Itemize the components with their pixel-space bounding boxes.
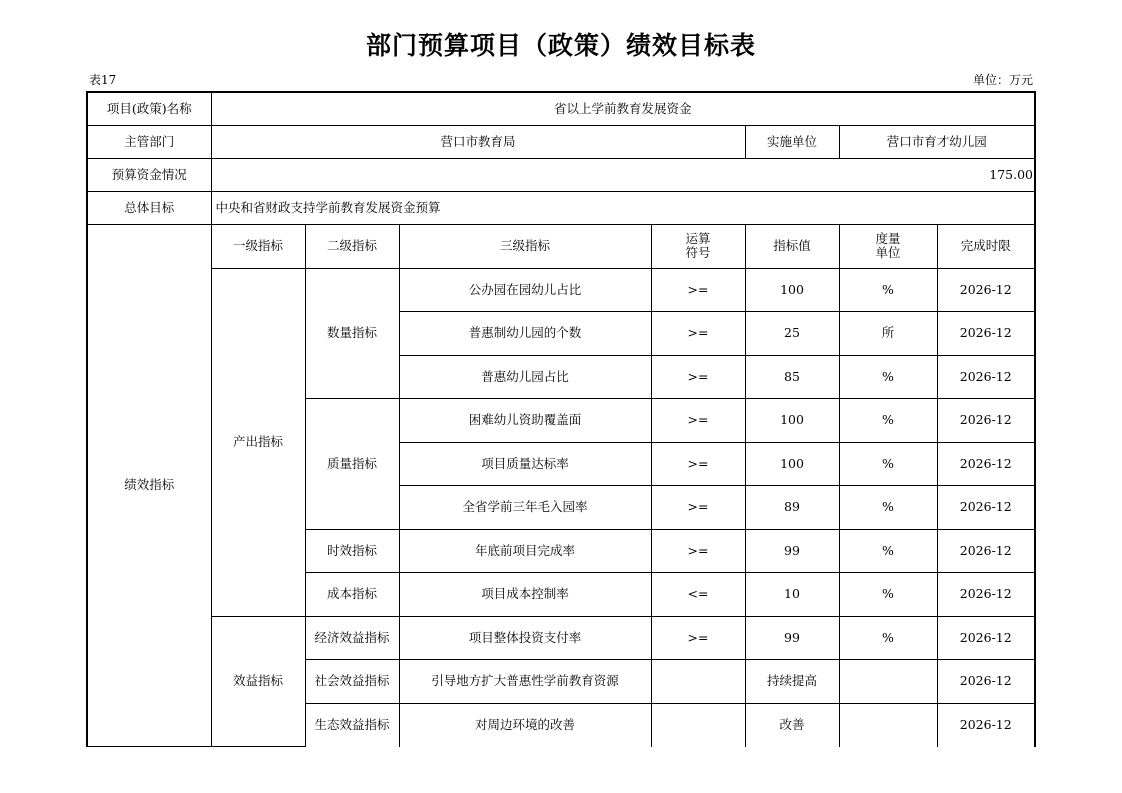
page-title: 部门预算项目（政策）绩效目标表 bbox=[365, 31, 756, 60]
indicator-unit: % bbox=[839, 486, 937, 530]
indicator-name: 普惠制幼儿园的个数 bbox=[399, 312, 651, 356]
indicator-deadline: 2026-12 bbox=[937, 703, 1035, 747]
indicator-unit: 所 bbox=[839, 312, 937, 356]
indicator-name: 对周边环境的改善 bbox=[399, 703, 651, 747]
dept-value: 营口市教育局 bbox=[211, 125, 745, 158]
perf-label: 绩效指标 bbox=[87, 224, 211, 747]
indicator-deadline: 2026-12 bbox=[937, 573, 1035, 617]
impl-label: 实施单位 bbox=[745, 125, 839, 158]
group-output: 产出指标 bbox=[211, 268, 305, 616]
group-quantity: 数量指标 bbox=[305, 268, 399, 399]
row-budget bbox=[87, 158, 1035, 191]
indicator-deadline: 2026-12 bbox=[937, 399, 1035, 443]
indicator-operator: >= bbox=[651, 442, 745, 486]
row-project-name bbox=[87, 92, 1035, 125]
goal-label: 总体目标 bbox=[87, 191, 211, 224]
indicator-unit: % bbox=[839, 529, 937, 573]
group-cost: 成本指标 bbox=[305, 573, 399, 617]
indicator-operator: >= bbox=[651, 486, 745, 530]
header-level1: 一级指标 bbox=[211, 224, 305, 268]
budget-value: 175.00 bbox=[211, 158, 1035, 191]
group-social: 社会效益指标 bbox=[305, 660, 399, 704]
table-row bbox=[87, 268, 1035, 312]
indicator-name: 引导地方扩大普惠性学前教育资源 bbox=[399, 660, 651, 704]
indicator-unit: % bbox=[839, 442, 937, 486]
header-unit bbox=[839, 224, 937, 268]
header-operator-line2: 符号 bbox=[685, 245, 711, 260]
indicator-value: 25 bbox=[745, 312, 839, 356]
indicator-unit: % bbox=[839, 573, 937, 617]
indicator-name: 项目整体投资支付率 bbox=[399, 616, 651, 660]
indicator-value: 99 bbox=[745, 616, 839, 660]
indicator-value: 10 bbox=[745, 573, 839, 617]
indicator-unit: % bbox=[839, 355, 937, 399]
group-benefit: 效益指标 bbox=[211, 616, 305, 747]
indicator-value: 99 bbox=[745, 529, 839, 573]
indicator-operator: >= bbox=[651, 268, 745, 312]
indicator-operator: >= bbox=[651, 355, 745, 399]
row-department bbox=[87, 125, 1035, 158]
impl-value: 营口市育才幼儿园 bbox=[839, 125, 1035, 158]
indicator-name: 年底前项目完成率 bbox=[399, 529, 651, 573]
indicator-operator bbox=[651, 703, 745, 747]
indicator-value: 持续提高 bbox=[745, 660, 839, 704]
indicator-unit bbox=[839, 660, 937, 704]
indicator-name: 项目成本控制率 bbox=[399, 573, 651, 617]
budget-label: 预算资金情况 bbox=[87, 158, 211, 191]
indicator-name: 全省学前三年毛入园率 bbox=[399, 486, 651, 530]
indicator-deadline: 2026-12 bbox=[937, 660, 1035, 704]
indicator-value: 改善 bbox=[745, 703, 839, 747]
indicator-deadline: 2026-12 bbox=[937, 312, 1035, 356]
indicator-deadline: 2026-12 bbox=[937, 268, 1035, 312]
header-value: 指标值 bbox=[745, 224, 839, 268]
indicator-unit: % bbox=[839, 616, 937, 660]
project-name-label: 项目(政策)名称 bbox=[87, 92, 211, 125]
indicator-operator: >= bbox=[651, 616, 745, 660]
header-operator bbox=[651, 224, 745, 268]
indicator-deadline: 2026-12 bbox=[937, 529, 1035, 573]
indicator-operator: >= bbox=[651, 312, 745, 356]
indicator-unit: % bbox=[839, 268, 937, 312]
header-level3: 三级指标 bbox=[399, 224, 651, 268]
header-unit-line2: 单位 bbox=[875, 245, 901, 260]
indicator-name: 困难幼儿资助覆盖面 bbox=[399, 399, 651, 443]
group-ecological: 生态效益指标 bbox=[305, 703, 399, 747]
unit-label: 单位：万元 bbox=[972, 73, 1033, 87]
indicator-operator: >= bbox=[651, 529, 745, 573]
performance-table bbox=[86, 91, 1036, 747]
indicator-deadline: 2026-12 bbox=[937, 616, 1035, 660]
table-number: 表17 bbox=[89, 73, 117, 87]
indicator-operator: >= bbox=[651, 399, 745, 443]
goal-value: 中央和省财政支持学前教育发展资金预算 bbox=[211, 191, 1035, 224]
row-goal bbox=[87, 191, 1035, 224]
indicator-value: 100 bbox=[745, 442, 839, 486]
indicator-value: 85 bbox=[745, 355, 839, 399]
indicator-value: 89 bbox=[745, 486, 839, 530]
table-row bbox=[87, 616, 1035, 660]
indicator-name: 项目质量达标率 bbox=[399, 442, 651, 486]
header-unit-line1: 度量 bbox=[875, 231, 901, 246]
header-level2: 二级指标 bbox=[305, 224, 399, 268]
indicator-value: 100 bbox=[745, 268, 839, 312]
header-deadline: 完成时限 bbox=[937, 224, 1035, 268]
header-operator-line1: 运算 bbox=[685, 231, 711, 246]
indicator-deadline: 2026-12 bbox=[937, 355, 1035, 399]
indicator-operator bbox=[651, 660, 745, 704]
group-economic: 经济效益指标 bbox=[305, 616, 399, 660]
group-quality: 质量指标 bbox=[305, 399, 399, 530]
indicator-unit bbox=[839, 703, 937, 747]
indicator-name: 普惠幼儿园占比 bbox=[399, 355, 651, 399]
project-name-value: 省以上学前教育发展资金 bbox=[211, 92, 1035, 125]
group-timeliness: 时效指标 bbox=[305, 529, 399, 573]
indicator-name: 公办园在园幼儿占比 bbox=[399, 268, 651, 312]
indicator-operator: <= bbox=[651, 573, 745, 617]
dept-label: 主管部门 bbox=[87, 125, 211, 158]
header-row bbox=[87, 224, 1035, 268]
indicator-value: 100 bbox=[745, 399, 839, 443]
indicator-deadline: 2026-12 bbox=[937, 486, 1035, 530]
indicator-deadline: 2026-12 bbox=[937, 442, 1035, 486]
indicator-unit: % bbox=[839, 399, 937, 443]
